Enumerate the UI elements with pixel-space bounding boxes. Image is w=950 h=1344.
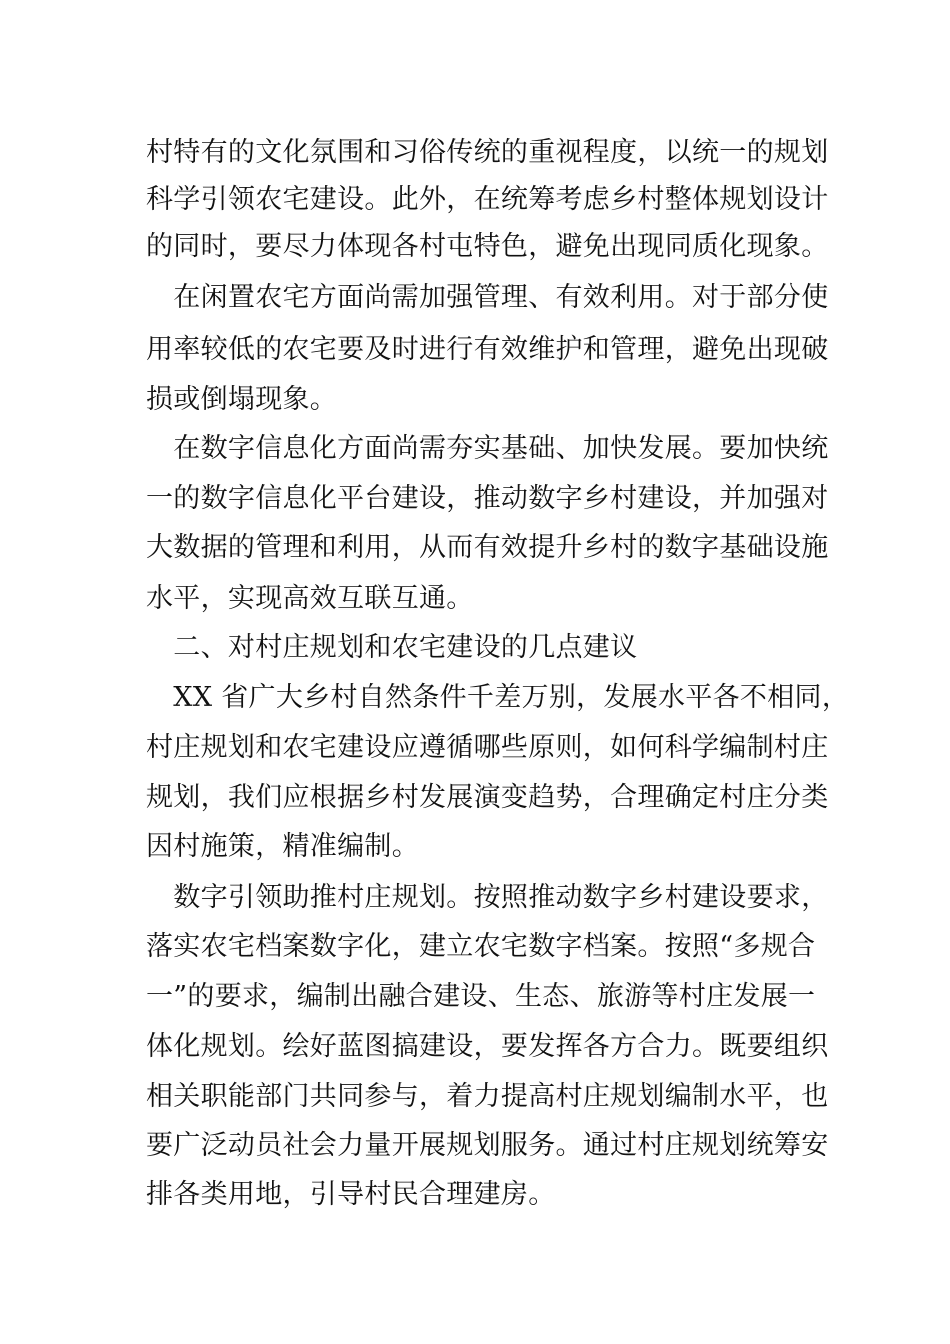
text-line: 村庄规划和农宅建设应遵循哪些原则，如何科学编制村庄: [146, 732, 829, 763]
text-line: 相关职能部门共同参与，着力提高村庄规划编制水平，也: [146, 1081, 829, 1112]
text-line: 的同时，要尽力体现各村屯特色，避免出现同质化现象。: [146, 231, 829, 262]
text-line: 科学引领农宅建设。此外，在统筹考虑乡村整体规划设计: [146, 184, 829, 215]
text-line: 村特有的文化氛围和习俗传统的重视程度，以统一的规划: [146, 137, 829, 168]
text-line: 一”的要求，编制出融合建设、生态、旅游等村庄发展一: [146, 981, 816, 1012]
text-line: 水平，实现高效互联互通。: [146, 583, 474, 614]
text-line: 因村施策，精准编制。: [146, 831, 419, 862]
text-line: 损或倒塌现象。: [146, 384, 338, 415]
text-line: 排各类用地，引导村民合理建房。: [146, 1179, 556, 1210]
text-line: 用率较低的农宅要及时进行有效维护和管理，避免出现破: [146, 334, 829, 365]
text-line: 落实农宅档案数字化，建立农宅数字档案。按照“多规合: [146, 931, 816, 962]
text-line: 要广泛动员社会力量开展规划服务。通过村庄规划统筹安: [146, 1130, 829, 1161]
section-heading: 二、对村庄规划和农宅建设的几点建议: [146, 632, 638, 663]
text-line: 一的数字信息化平台建设，推动数字乡村建设，并加强对: [146, 483, 829, 514]
text-line: 数字引领助推村庄规划。按照推动数字乡村建设要求，: [146, 882, 829, 913]
text-line: 在数字信息化方面尚需夯实基础、加快发展。要加快统: [146, 433, 829, 464]
text-line: 体化规划。绘好蓝图搞建设，要发挥各方合力。既要组织: [146, 1031, 829, 1062]
text-line: 在闲置农宅方面尚需加强管理、有效利用。对于部分使: [146, 282, 829, 313]
text-line: 规划，我们应根据乡村发展演变趋势，合理确定村庄分类: [146, 782, 829, 813]
text-line: XX 省广大乡村自然条件千差万别，发展水平各不相同，: [146, 682, 850, 713]
text-line: 大数据的管理和利用，从而有效提升乡村的数字基础设施: [146, 532, 829, 563]
